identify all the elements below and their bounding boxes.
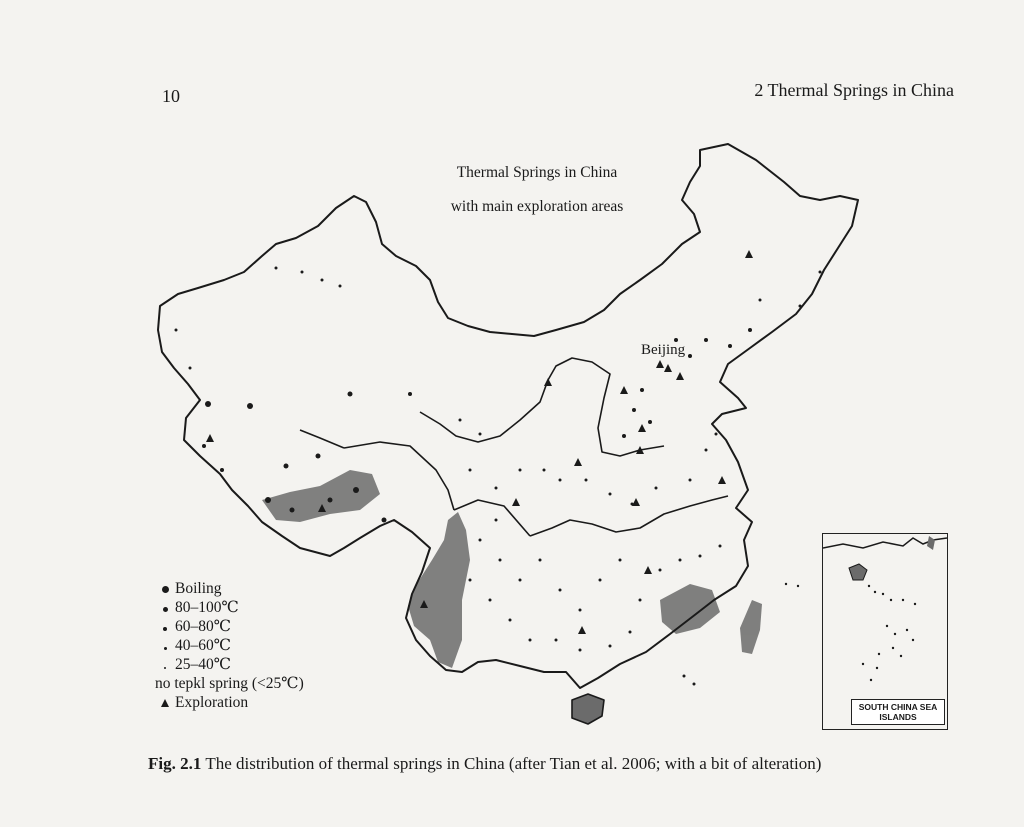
- legend-label: no tepkl spring (<25℃): [155, 675, 304, 692]
- map-title-line-1: Thermal Springs in China: [456, 164, 618, 181]
- dot-small-icon: [155, 617, 175, 636]
- caption-text: The distribution of thermal springs in China (after Tian et al. 2006; with a bit of alteration): [205, 754, 822, 773]
- inset-label-line-1: SOUTH CHINA SEA: [858, 702, 938, 712]
- figure-label: Fig. 2.1: [148, 754, 202, 773]
- figure-caption: [148, 752, 960, 776]
- regional-boundaries: [300, 358, 728, 724]
- legend-item: [155, 693, 304, 712]
- legend-item: [155, 674, 304, 693]
- boiling-dot-icon: [155, 579, 175, 598]
- dot-medium-icon: [155, 598, 175, 617]
- map-legend: [155, 579, 304, 712]
- taiwan-island: [740, 600, 762, 654]
- fujian-dense-region: [660, 584, 720, 634]
- legend-item: [155, 617, 304, 636]
- capital-label: Beijing: [641, 342, 686, 358]
- hainan-island: [572, 694, 604, 724]
- map-title-line-2: with main exploration areas: [450, 198, 624, 215]
- legend-item: [155, 655, 304, 674]
- boundary-xinjiang: [300, 430, 344, 448]
- inset-label-line-2: ISLANDS: [879, 712, 917, 722]
- legend-label: 25–40℃: [175, 656, 232, 673]
- inset-taiwan: [927, 536, 935, 550]
- legend-label: Boiling: [175, 580, 222, 597]
- legend-label: 80–100℃: [175, 599, 239, 616]
- dot-smaller-icon: [155, 636, 175, 655]
- legend-item: [155, 579, 304, 598]
- south-china-sea-inset: [822, 533, 948, 730]
- page-number: 10: [162, 86, 180, 106]
- boundary-south-china: [530, 496, 728, 536]
- legend-item: [155, 598, 304, 617]
- map-title: [424, 156, 650, 224]
- inset-hainan: [849, 564, 867, 580]
- inset-label: [851, 699, 945, 725]
- dense-spring-regions: [262, 470, 762, 668]
- legend-label: Exploration: [175, 694, 249, 711]
- dot-tiny-icon: [155, 655, 175, 674]
- legend-label: 60–80℃: [175, 618, 232, 635]
- legend-label: 40–60℃: [175, 637, 232, 654]
- boundary-central-west: [420, 380, 548, 442]
- tibet-dense-region: [262, 470, 380, 522]
- running-head: 2 Thermal Springs in China: [754, 80, 954, 100]
- legend-item: [155, 636, 304, 655]
- exploration-triangle-icon: [155, 693, 175, 712]
- boundary-north-china: [548, 358, 664, 456]
